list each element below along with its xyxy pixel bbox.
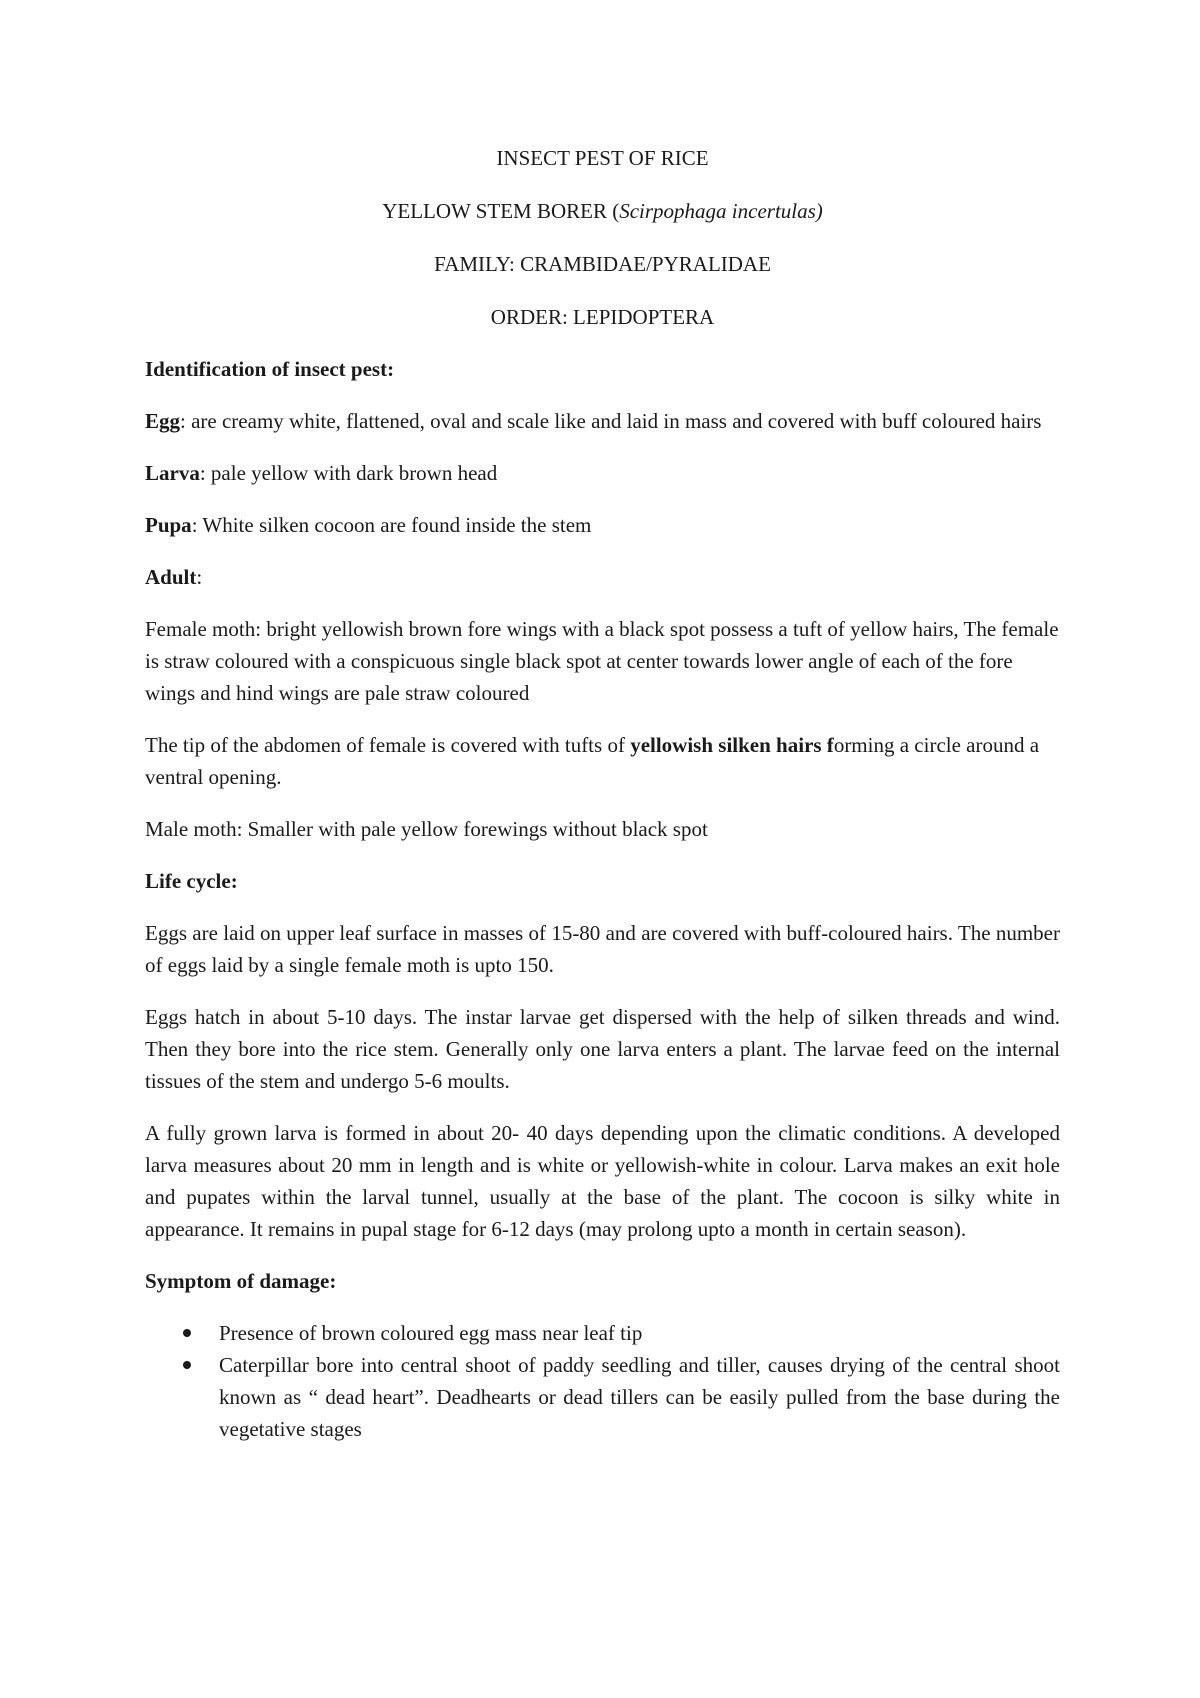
pupa-text: : White silken cocoon are found inside the stem [191,513,592,537]
list-item [145,1317,1060,1349]
identification-heading: Identification of insect pest: [145,357,395,381]
document-title: INSECT PEST OF RICE [496,146,709,170]
symptom-heading: Symptom of damage: [145,1269,337,1293]
bullet-icon [183,1361,191,1369]
adult-heading [145,561,1060,593]
life-cycle-paragraph-3: A fully grown larva is formed in about 20- 40 days depending upon the climatic conditions. A developed larva measures about 20 mm in length and is white or yellowish-white in colour. Larva makes an exit hole and pupates within the larval tunnel, usually at the base of the plant. The cocoon is silky white in appearance. It remains in pupal stage for 6-12 days (may prolong upto a month in certain season). [145,1121,1060,1241]
male-moth-description: Male moth: Smaller with pale yellow forewings without black spot [145,817,708,841]
larva-text: : pale yellow with dark brown head [199,461,498,485]
adult-label: Adult [145,565,197,589]
list-item [145,1349,1060,1445]
pest-scientific-name: Scirpophaga incertulas) [619,199,823,223]
life-cycle-paragraph-2: Eggs hatch in about 5-10 days. The instar larvae get dispersed with the help of silken threads and wind. Then they bore into the rice stem. Generally only one larva enters a plant. The larvae feed on the internal tissues of the stem and undergo 5-6 moults. [145,1005,1060,1093]
document-body [145,142,1060,1445]
pest-common-name: YELLOW STEM BORER ( [382,199,620,223]
egg-text: : are creamy white, flattened, oval and scale like and laid in mass and covered with buff coloured hairs [180,409,1042,433]
adult-colon: : [196,565,203,589]
pupa-label: Pupa [145,513,192,537]
symptom-text: Caterpillar bore into central shoot of paddy seedling and tiller, causes drying of the central shoot known as “ dead heart”. Deadhearts or dead tillers can be easily pulled from the base during the vegetative stages [219,1353,1060,1441]
symptom-text: Presence of brown coloured egg mass near leaf tip [219,1321,643,1345]
pupa-description [145,509,1060,541]
pest-family: FAMILY: CRAMBIDAE/PYRALIDAE [434,252,771,276]
larva-description [145,457,1060,489]
pest-order: ORDER: LEPIDOPTERA [490,305,715,329]
female-moth-description: Female moth: bright yellowish brown fore wings with a black spot possess a tuft of yellow hairs, The female is straw coloured with a conspicuous single black spot at center towards lower angle of each of the fore wings and hind wings are pale straw coloured [145,617,1059,705]
abdomen-text-bold: yellowish silken hairs f [630,733,834,757]
egg-label: Egg [145,409,181,433]
symptom-list [145,1317,1060,1445]
larva-label: Larva [145,461,200,485]
bullet-icon [183,1329,191,1337]
abdomen-text-end: orming a circle around a ventral opening. [145,733,1040,789]
egg-description [145,405,1060,437]
life-cycle-heading: Life cycle: [145,869,238,893]
abdomen-description [145,729,1060,793]
pest-name [145,195,1060,227]
abdomen-text-start: The tip of the abdomen of female is covered with tufts of [145,733,631,757]
life-cycle-paragraph-1: Eggs are laid on upper leaf surface in masses of 15-80 and are covered with buff-coloured hairs. The number of eggs laid by a single female moth is upto 150. [145,921,1060,977]
